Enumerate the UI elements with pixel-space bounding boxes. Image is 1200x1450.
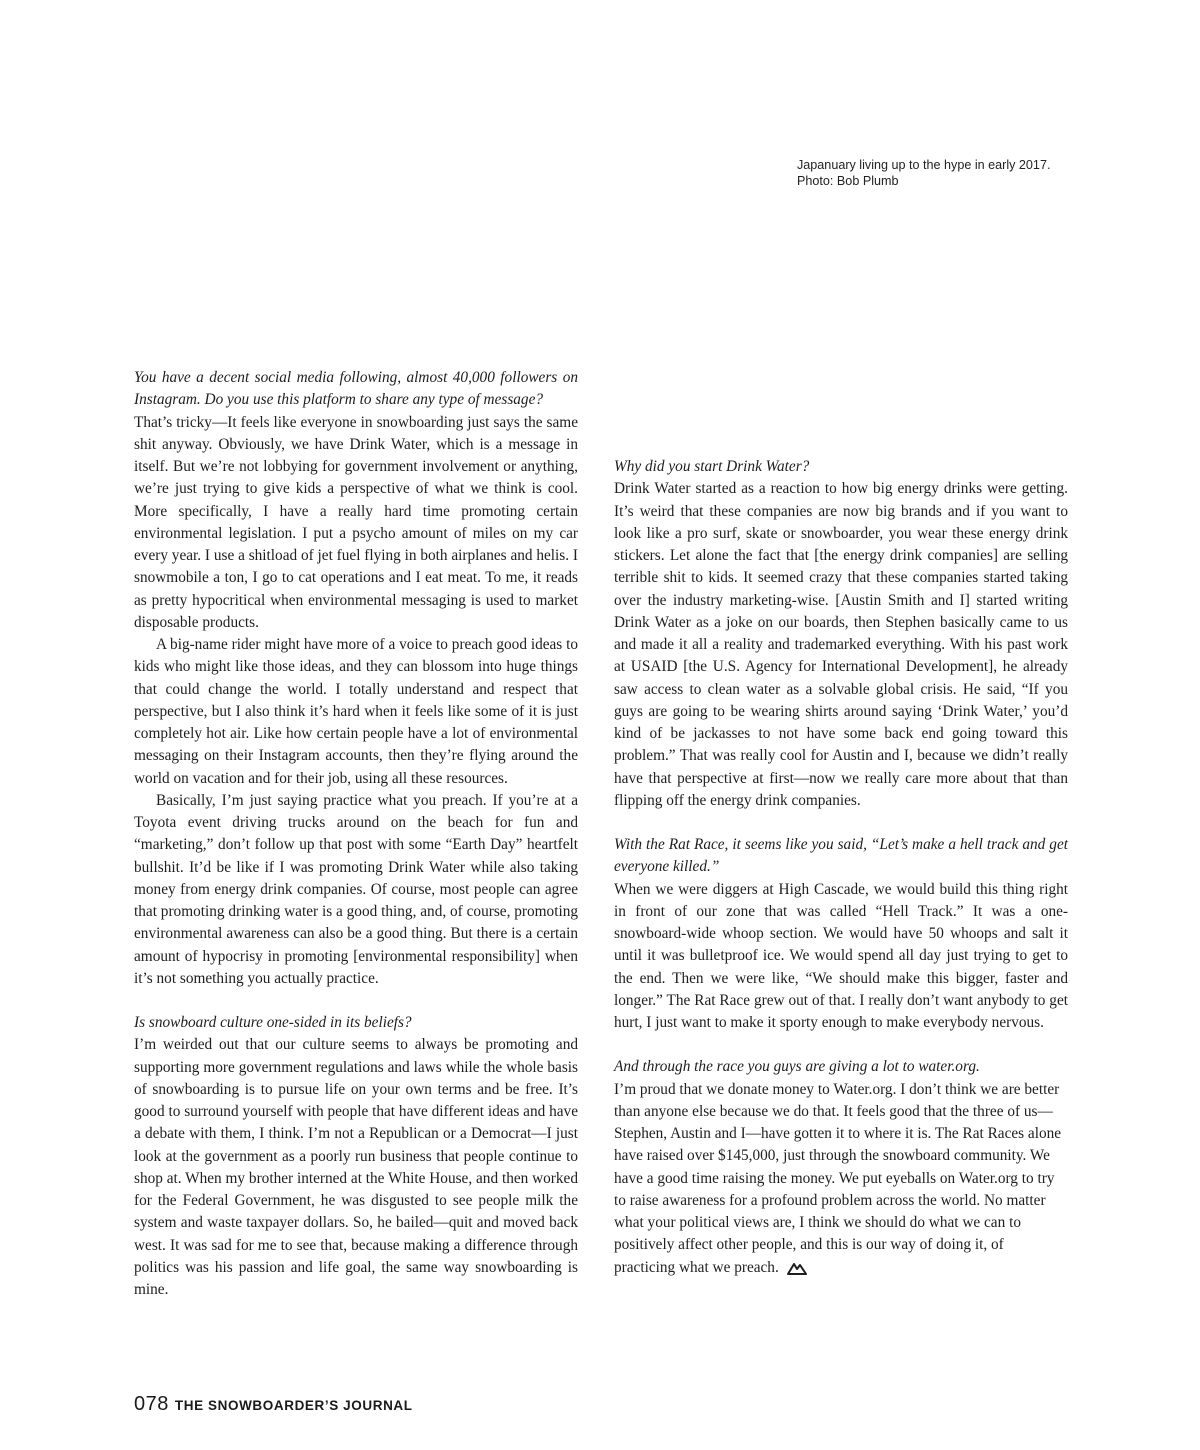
question-rat-race: With the Rat Race, it seems like you said, “Let’s make a hell track and get everyone killed.”: [614, 836, 1068, 876]
answer-social-media-p2: A big-name rider might have more of a voice to preach good ideas to kids who might like those ideas, and they can blossom into huge things that could change the world. I totally understand and respect that perspective, but I also think it’s hard when it feels like some of it is just completely hot air. Like how certain people have a lot of environmental messaging on their Instagram accounts, then they’re flying around the world on vacation and for their job, using all these resources.: [134, 636, 578, 787]
answer-snowboard-culture: I’m weirded out that our culture seems to always be promoting and supporting more government regulations and laws while the whole basis of snowboarding is to pursue life on your own terms and be free. It’s good to surround yourself with people that have different ideas and have a debate with them, I think. I’m not a Republican or a Democrat—I just look at the government as a poorly run business that people continue to shop at. When my brother interned at the White House, and then worked for the Federal Government, he was disgusted to see people milk the system and waste taxpayer dollars. So, he bailed—quit and moved back west. It was sad for me to see that, because making a difference through politics was his passion and life goal, the same way snowboarding is mine.: [134, 1036, 578, 1298]
question-social-media: You have a decent social media following, almost 40,000 followers on Instagram. Do you use this platform to share any type of message?: [134, 369, 578, 409]
paragraph-gap: [614, 1034, 1068, 1056]
paragraph-gap: [614, 812, 1068, 834]
mountain-logo-icon: [787, 1261, 807, 1275]
answer-social-media-p3: Basically, I’m just saying practice what you preach. If you’re at a Toyota event driving trucks around on the beach for fun and “marketing,” don’t follow up that post with some “Earth Day” heartfelt bullshit. It’d be like if I was promoting Drink Water while also taking money from energy drink companies. Of course, most people can agree that promoting drinking water is a good thing, and, of course, promoting environmental awareness can also be a good thing. But there is a certain amount of hypocrisy in promoting [environmental responsibility] when it’s not something you actually practice.: [134, 791, 578, 987]
answer-social-media-p1: That’s tricky—It feels like everyone in snowboarding just says the same shit anyway. Obviously, we have Drink Water, which is a message in itself. But we’re not lobbying for government involvement or anything, we’re just trying to give kids a perspective of what we think is cool. More specifically, I have a really hard time promoting certain environmental legislation. I put a psycho amount of miles on my car every year. I use a shitload of jet fuel flying in both airplanes and helis. I snowmobile a ton, I go to cat operations and I eat meat. To me, it reads as pretty hypocritical when environmental messaging is used to market disposable products.: [134, 413, 578, 631]
magazine-title: THE SNOWBOARDER’S JOURNAL: [174, 1398, 413, 1413]
photo-caption: [797, 157, 1127, 189]
question-water-org: And through the race you guys are giving a lot to water.org.: [614, 1058, 980, 1076]
answer-water-org: [614, 1079, 1068, 1279]
page-footer: [134, 1393, 413, 1416]
answer-rat-race: When we were diggers at High Cascade, we would build this thing right in front of our zone that was called “Hell Track.” It was a one-snowboard-wide whoop section. We would have 50 whoops and salt it until it was bulletproof ice. We would spend all day just trying to get to the end. Then we were like, “We should make this bigger, faster and longer.” The Rat Race grew out of that. I really don’t want anybody to get hurt, I just want to make it sporty enough to make everybody nervous.: [614, 880, 1068, 1031]
caption-line-2: Photo: Bob Plumb: [797, 174, 899, 188]
left-column: [134, 367, 578, 1301]
question-snowboard-culture: Is snowboard culture one-sided in its beliefs?: [134, 1014, 412, 1031]
answer-water-org-text: I’m proud that we donate money to Water.org. I don’t think we are better than anyone else because we do that. It feels good that the three of us—Stephen, Austin and I—have gotten it to where it is. The Rat Races alone have raised over $145,000, just through the snowboard community. We have a good time raising the money. We put eyeballs on Water.org to try to raise awareness for a profound problem across the world. No matter what your political views are, I think we should do what we can to positively affect other people, and this is our way of doing it, of practicing what we preach.: [614, 1080, 1062, 1276]
caption-line-1: Japanuary living up to the hype in early 2017.: [797, 158, 1051, 172]
right-column: [614, 456, 1068, 1279]
page-number: 078: [134, 1393, 169, 1415]
paragraph-gap: [134, 990, 578, 1012]
question-drink-water: Why did you start Drink Water?: [614, 458, 810, 475]
answer-drink-water: Drink Water started as a reaction to how big energy drinks were getting. It’s weird that these companies are now big brands and if you want to look like a pro surf, skate or snowboarder, you wear these energy drink stickers. Let alone the fact that [the energy drink companies] are selling terrible shit to kids. It seemed crazy that these companies started taking over the industry marketing-wise. [Austin Smith and I] started writing Drink Water as a joke on our boards, then Stephen basically came to us and made it all a reality and trademarked everything. With his past work at USAID [the U.S. Agency for International Development], he already saw access to clean water as a solvable global crisis. He said, “If you guys are going to be wearing shirts around saying ‘Drink Water,’ you’d kind of be jackasses to not have some back end going toward this problem.” That was really cool for Austin and I, because we didn’t really have that perspective at first—now we really care more about that than flipping off the energy drink companies.: [614, 480, 1068, 809]
